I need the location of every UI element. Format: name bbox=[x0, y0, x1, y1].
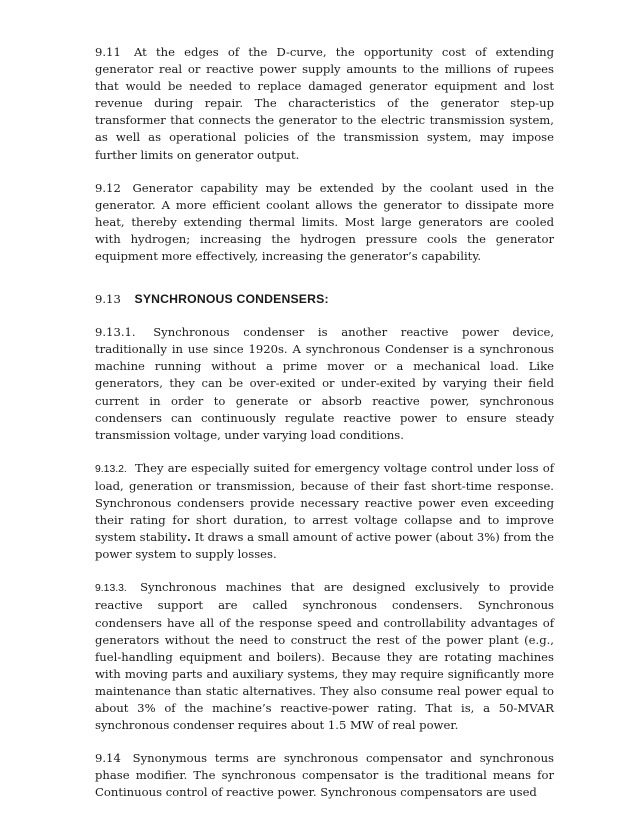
paragraph-text: Synonymous terms are synchronous compensator and synchronous phase modifier. The synchronous compensator is the traditional means for Continuous control of reactive power. Synchronous compensators are used bbox=[95, 751, 555, 800]
section-title: SYNCHRONOUS CONDENSERS: bbox=[134, 292, 329, 307]
section-number: 9.13 bbox=[95, 292, 121, 307]
paragraph-text: At the edges of the D-curve, the opportunity cost of extending generator real or reactive power supply amounts to the millions of rupees that would be needed to replace damaged generator equipment and lost revenue during repair. The characteristics of the generator step-up transformer that connects the generator to the electric transmission system, as well as operational policies of the transmission system, may impose further limits on generator output. bbox=[95, 45, 554, 162]
paragraph-text-continued: It draws a small amount of active power (about 3%) from the power system to supply losses. bbox=[95, 530, 555, 562]
paragraph-text: They are especially suited for emergency voltage control under loss of load, generation or transmission, because of their fast short-time response. Synchronous condensers provide necessary reactive power even exceeding their rating for short duration, to arrest voltage collapse and to improve system stability bbox=[95, 460, 555, 545]
paragraph-text: Synchronous machines that are designed exclusively to provide reactive support are called synchronous condensers. Synchronous condensers have all of the response speed and controllability advantages of generators without the need to construct the rest of the power plant (e.g., fuel-handling equipment and boilers). Because they are rotating machines with moving parts and auxiliary systems, they may require significantly more maintenance than static alternatives. They also consume real power equal to about 3% of the machine’s reactive-power rating. That is, a 50-MVAR synchronous condenser requires about 1.5 MW of real power. bbox=[95, 580, 554, 733]
paragraph-9-13-3 bbox=[95, 579, 554, 734]
paragraph-number: 9.14 bbox=[95, 751, 121, 766]
paragraph-number: 9.12 bbox=[95, 180, 121, 195]
paragraph-9-13-1 bbox=[95, 324, 554, 444]
paragraph-9-11 bbox=[95, 44, 554, 164]
bold-period: . bbox=[186, 530, 191, 545]
paragraph-9-13-2 bbox=[95, 460, 554, 564]
paragraph-text: Synchronous condenser is another reactive power device, traditionally in use since 1920s. A synchronous Condenser is a synchronous machine running without a prime mover or a mechanical load. Like generators, they can be over-exited or under-exited by varying their field current in order to generate or absorb reactive power, synchronous condensers can continuously regulate reactive power to ensure steady transmission voltage, under varying load conditions. bbox=[95, 325, 555, 442]
paragraph-number: 9.13.1. bbox=[95, 325, 136, 340]
paragraph-number: 9.11 bbox=[95, 45, 121, 59]
paragraph-number: 9.13.3. bbox=[95, 583, 127, 595]
paragraph-text: Generator capability may be extended by the coolant used in the generator. A more efficient coolant allows the generator to dissipate more heat, thereby extending thermal limits. Most large generators are cooled with hydrogen; increasing the hydrogen pressure cools the generator equipment more effectively, increasing the generator’s capability. bbox=[95, 180, 555, 264]
paragraph-number: 9.13.2. bbox=[95, 463, 127, 475]
section-heading-9-13 bbox=[95, 291, 554, 308]
paragraph-9-14 bbox=[95, 750, 554, 801]
document-page bbox=[95, 44, 554, 801]
paragraph-9-12 bbox=[95, 180, 554, 265]
